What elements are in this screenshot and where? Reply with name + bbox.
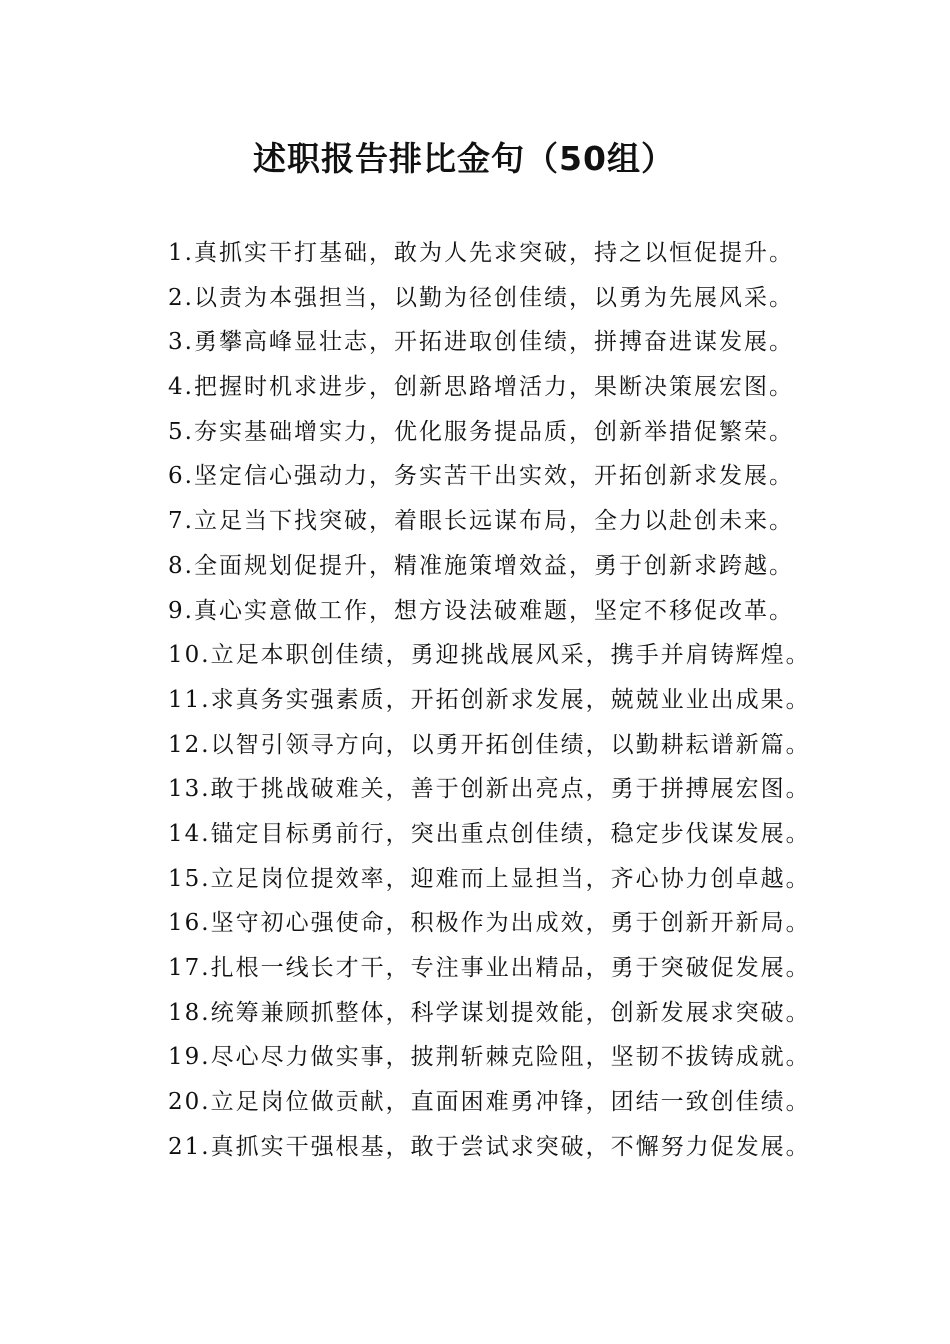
sentence-item: 17.扎根一线长才干，专注事业出精品，勇于突破促发展。 bbox=[168, 955, 811, 981]
sentence-item: 2.以责为本强担当，以勤为径创佳绩，以勇为先展风采。 bbox=[168, 284, 794, 311]
sentence-list bbox=[168, 231, 828, 1169]
sentence-item: 12.以智引领寻方向，以勇开拓创佳绩，以勤耕耘谱新篇。 bbox=[168, 731, 811, 758]
sentence-item: 6.坚定信心强动力，务实苦干出实效，开拓创新求发展。 bbox=[168, 463, 794, 490]
sentence-item: 9.真心实意做工作，想方设法破难题，坚定不移促改革。 bbox=[168, 597, 794, 624]
sentence-item: 20.立足岗位做贡献，直面困难勇冲锋，团结一致创佳绩。 bbox=[168, 1089, 811, 1116]
sentence-item: 14.锚定目标勇前行，突出重点创佳绩，稳定步伐谋发展。 bbox=[168, 820, 811, 847]
sentence-item: 19.尽心尽力做实事，披荆斩棘克险阻，坚韧不拔铸成就。 bbox=[168, 1044, 811, 1071]
sentence-item: 15.立足岗位提效率，迎难而上显担当，齐心协力创卓越。 bbox=[168, 865, 811, 892]
sentence-item: 18.统筹兼顾抓整体，科学谋划提效能，创新发展求突破。 bbox=[168, 999, 811, 1026]
document-title: 述职报告排比金句（50组） bbox=[253, 139, 675, 178]
sentence-item: 11.求真务实强素质，开拓创新求发展，兢兢业业出成果。 bbox=[168, 686, 811, 713]
sentence-item: 1.真抓实干打基础，敢为人先求突破，持之以恒促提升。 bbox=[168, 240, 794, 266]
sentence-item: 8.全面规划促提升，精准施策增效益，勇于创新求跨越。 bbox=[168, 552, 794, 579]
sentence-item: 7.立足当下找突破，着眼长远谋布局，全力以赴创未来。 bbox=[168, 508, 794, 535]
sentence-item: 5.夯实基础增实力，优化服务提品质，创新举措促繁荣。 bbox=[168, 418, 794, 445]
sentence-item: 4.把握时机求进步，创新思路增活力，果断决策展宏图。 bbox=[168, 374, 794, 401]
sentence-item: 10.立足本职创佳绩，勇迎挑战展风采，携手并肩铸辉煌。 bbox=[168, 642, 811, 669]
sentence-item: 16.坚守初心强使命，积极作为出成效，勇于创新开新局。 bbox=[168, 910, 811, 937]
sentence-item: 13.敢于挑战破难关，善于创新出亮点，勇于拼搏展宏图。 bbox=[168, 776, 811, 803]
sentence-item: 3.勇攀高峰显壮志，开拓进取创佳绩，拼搏奋进谋发展。 bbox=[168, 329, 794, 356]
sentence-item: 21.真抓实干强根基，敢于尝试求突破，不懈努力促发展。 bbox=[168, 1133, 811, 1160]
